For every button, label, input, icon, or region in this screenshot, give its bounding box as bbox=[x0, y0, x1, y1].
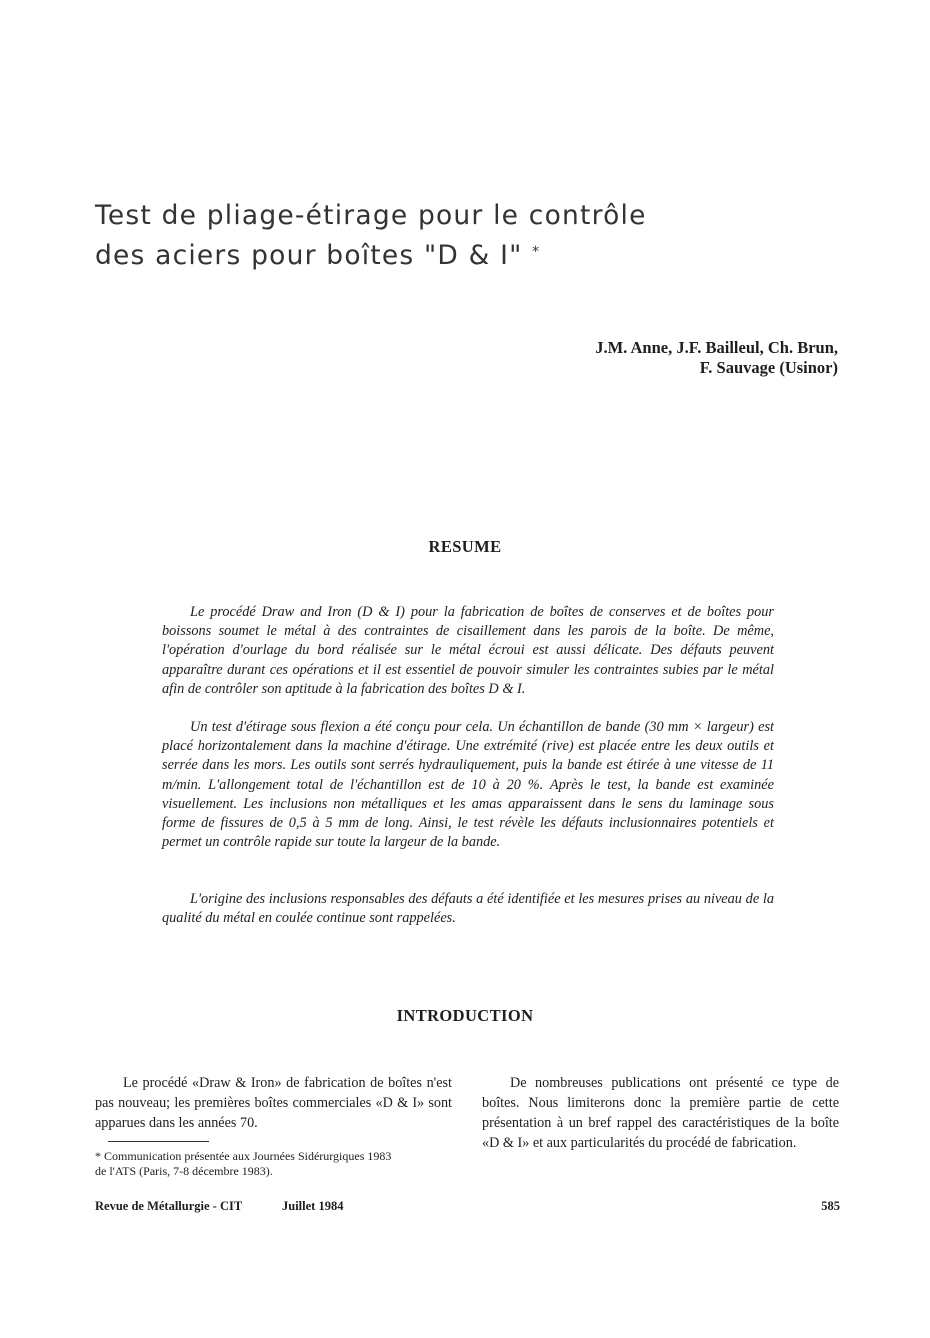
page-number: 585 bbox=[821, 1199, 840, 1213]
footer-journal: Revue de Métallurgie - CIT bbox=[95, 1199, 243, 1213]
resume-paragraph-2: Un test d'étirage sous flexion a été conçu pour cela. Un échantillon de bande (30 mm × largeur) est placé horizontalement dans la machine d'étirage. Une extrémité (rive) est placée entre les deux outils et serrée dans les mors. Les outils sont serrés hydrauliquement, puis la bande est étirée à une vitesse de 11 m/min. L'allongement total de l'échantillon est de 10 à 20 %. Après le test, la bande est examinée visuellement. Les inclusions non métalliques et les amas apparaissent dans le sens du laminage sous forme de fissures de 0,5 à 5 mm de long. Ainsi, le test révèle les défauts inclusionnaires potentiels et permet un contrôle rapide sur toute la largeur de la bande. bbox=[162, 719, 774, 851]
footnote bbox=[95, 1149, 465, 1178]
authors-line-1: J.M. Anne, J.F. Bailleul, Ch. Brun, bbox=[595, 338, 838, 357]
resume-heading: RESUME bbox=[428, 537, 502, 556]
authors-line-2: F. Sauvage (Usinor) bbox=[699, 358, 838, 377]
title-footnote-marker: * bbox=[532, 244, 541, 260]
title-line-2 bbox=[95, 236, 815, 276]
introduction-heading: INTRODUCTION bbox=[396, 1006, 534, 1025]
article-title bbox=[95, 196, 815, 276]
resume-paragraph-1: Le procédé Draw and Iron (D & I) pour la fabrication de boîtes de conserves et de boîtes pour boissons soumet le métal à des contraintes de cisaillement dans les parois de la boîte. De même, l'opération d'ourlage du bord réalisée sur le métal écroui est aussi délicate. Des défauts peuvent apparaître durant ces opérations et il est essentiel de pouvoir simuler les contraintes subies par le métal afin de contrôler son aptitude à la fabrication des boîtes D & I. bbox=[162, 604, 774, 697]
resume-paragraph-3: L'origine des inclusions responsables des défauts a été identifiée et les mesures prises au niveau de la qualité du métal en coulée continue sont rappelées. bbox=[162, 891, 774, 927]
footer-date: Juillet 1984 bbox=[282, 1199, 344, 1213]
footnote-line-1: * Communication présentée aux Journées Sidérurgiques 1983 bbox=[95, 1149, 392, 1163]
introduction-left-column: Le procédé «Draw & Iron» de fabrication de boîtes n'est pas nouveau; les premières boîtes commerciales «D & I» sont apparues dans les années 70. bbox=[95, 1075, 452, 1131]
title-line-2-text: des aciers pour boîtes "D & I" bbox=[95, 240, 523, 271]
authors bbox=[595, 338, 838, 378]
introduction-right-column: De nombreuses publications ont présenté ce type de boîtes. Nous limiterons donc la première partie de cette présentation à un bref rappel des caractéristiques de la boîte «D & I» et aux particularités du procédé de fabrication. bbox=[482, 1075, 839, 1151]
footnote-rule bbox=[108, 1141, 209, 1142]
footnote-line-2: de l'ATS (Paris, 7-8 décembre 1983). bbox=[95, 1163, 273, 1178]
title-line-1: Test de pliage-étirage pour le contrôle bbox=[95, 200, 647, 231]
